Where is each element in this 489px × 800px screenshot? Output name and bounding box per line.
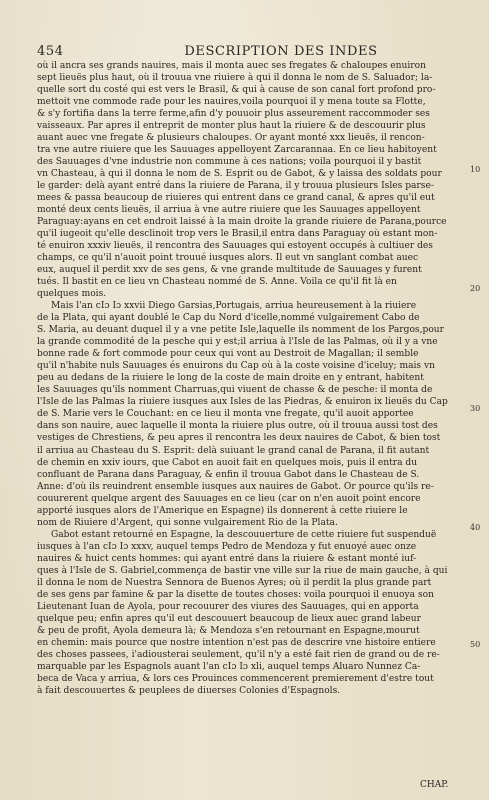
text-line: iusques à l'an cIɔ Iɔ xxxv, auquel temps Pedro de Mendoza y fut enuoyé auec onze xyxy=(37,541,417,552)
text-line: ques à l'Isle de S. Gabriel,commença de bastir vne ville sur la riue de main gauche, à qui xyxy=(37,565,448,576)
text-line: qu'il iugeoit qu'elle desclinoit trop vers le Brasil,il entra dans Paraguay où estant mon- xyxy=(37,229,438,240)
body-text xyxy=(37,60,469,697)
text-line: l'Isle de las Palmas la riuiere iusques aux Isles de las Piedras, & enuiron ix lieuës du Cap xyxy=(37,397,448,408)
text-line: Mais l'an cIɔ Iɔ xxvii Diego Garsias,Portugais, arriua heureusement à la riuiere xyxy=(51,301,417,312)
text-line: Anne: d'où ils reuindrent ensemble iusques aux nauires de Gabot. Or pource qu'ils re- xyxy=(37,481,434,492)
text-line: couurerent quelque argent des Sauuages en ce lieu (car on n'en auoit point encore xyxy=(37,493,421,504)
text-line: vestiges de Chrestiens, & peu apres il rencontra les deux nauires de Cabot, & bien tost xyxy=(37,433,441,444)
text-line: quelle sort du costé qui est vers le Brasil, & qui à cause de son canal fort profond pro- xyxy=(37,85,436,96)
text-line: il arriua au Chasteau du S. Esprit: delà suiuant le grand canal de Parana, il fit autant xyxy=(37,445,430,456)
text-line: quelque peu; enfin apres qu'il eut descouuert beaucoup de lieux auec grand labeur xyxy=(37,613,421,624)
text-line: quelques mois. xyxy=(37,289,107,300)
text-line: Gabot estant retourné en Espagne, la descouuerture de cette riuiere fut suspenduë xyxy=(51,529,437,540)
text-line: apporté iusques alors de l'Amerique en Espagne) ils donnerent à cette riuiere le xyxy=(37,505,408,516)
text-line: à fait descouuertes & peuplees de diuerses Colonies d'Espagnols. xyxy=(37,685,341,696)
catchword: CHAP. xyxy=(420,780,449,790)
text-line: S. Maria, au deuant duquel il y a vne petite Isle,laquelle ils nomment de los Pargos,pour xyxy=(37,325,444,336)
text-line: monté deux cents lieuës, il arriua à vne autre riuiere que les Sauuages appelloyent xyxy=(37,205,421,216)
text-line: de ses gens par famine & par la disette de toutes choses: voila pourquoi il enuoya son xyxy=(37,589,434,600)
margin-line-number: 40 xyxy=(470,523,481,532)
text-line: Lieutenant Iuan de Ayola, pour recouurer des viures des Sauuages, qui en apporta xyxy=(37,601,419,612)
text-line: champs, ce qu'il n'auoit point trouué iusques alors. Il eut vn sanglant combat auec xyxy=(37,253,419,264)
running-header xyxy=(37,44,467,60)
text-line: té enuiron xxxiv lieuës, il rencontra des Sauuages qui estoyent occupés à cultiuer des xyxy=(37,241,433,252)
running-title: DESCRIPTION DES INDES xyxy=(184,44,378,59)
text-line: des choses passees, i'adiousterai seulement, qu'il n'y a esté fait rien de grand ou de re- xyxy=(37,649,440,660)
text-line: auant auec vne fregate & plusieurs chaloupes. Or ayant monté xxx lieuës, il rencon- xyxy=(37,133,425,144)
text-line: qu'il n'habite nuls Sauuages és enuirons du Cap où à la coste voisine d'iceluy; mais vn xyxy=(37,361,435,372)
text-line: nom de Riuiere d'Argent, qui sonne vulgairement Rio de la Plata. xyxy=(37,517,338,528)
text-line: mettoit vne commode rade pour les nauires,voila pourquoi il y mena toute sa Flotte, xyxy=(37,97,426,108)
text-line: mees & passa beaucoup de riuieres qui entrent dans ce grand canal, & apres qu'il eut xyxy=(37,193,435,204)
text-line: bonne rade & fort commode pour ceux qui vont au Destroit de Magallan; il semble xyxy=(37,349,419,360)
text-line: eux, auquel il perdit xxv de ses gens, & vne grande multitude de Sauuages y furent xyxy=(37,265,422,276)
text-line: il donna le nom de Nuestra Sennora de Buenos Ayres; où il perdit la plus grande part xyxy=(37,577,432,588)
text-line: le garder: delà ayant entré dans la riuiere de Parana, il y trouua plusieurs Isles parse- xyxy=(37,181,434,192)
text-line: vaisseaux. Par apres il entreprit de monter plus haut la riuiere & de descouurir plus xyxy=(37,121,426,132)
text-line: de chemin en xxiv iours, que Cabot en auoit fait en quelques mois, puis il entra du xyxy=(37,457,418,468)
text-line: tra vne autre riuiere que les Sauuages appelloyent Zarcarannaa. En ce lieu habitoyent xyxy=(37,145,437,156)
text-line: où il ancra ses grands nauires, mais il monta auec ses fregates & chaloupes enuiron xyxy=(37,61,426,71)
text-line: les Sauuages qu'ils nomment Charruas,qui viuent de chasse & de pesche: il monta de xyxy=(37,385,433,396)
margin-line-number: 10 xyxy=(470,165,481,174)
text-line: Paraguay:ayans en cet endroit laissé à la main droite la grande riuiere de Parana,pource xyxy=(37,217,447,228)
text-line: de S. Marie vers le Couchant: en ce lieu il monta vne fregate, qu'il auoit apportee xyxy=(37,409,414,420)
text-line: beca de Vaca y arriua, & lors ces Prouinces commencerent premierement d'estre tout xyxy=(37,673,434,684)
text-line: en chemin: mais pource que nostre intention n'est pas de descrire vne histoire entiere xyxy=(37,637,436,648)
text-line: de la Plata, qui ayant doublé le Cap du Nord d'icelle,nommé vulgairement Cabo de xyxy=(37,313,420,324)
text-line: tués. Il bastit en ce lieu vn Chasteau nommé de S. Anne. Voila ce qu'il fit là en xyxy=(37,277,397,288)
text-line: vn Chasteau, à qui il donna le nom de S. Esprit ou de Gabot, & y laissa des soldats pour xyxy=(37,169,442,180)
margin-line-number: 50 xyxy=(470,640,481,649)
margin-line-number: 20 xyxy=(470,284,481,293)
text-line: dans son nauire, auec laquelle il monta la riuiere plus outre, où il trouua aussi tost des xyxy=(37,421,438,432)
text-line: & peu de profit, Ayola demeura là; & Mendoza s'en retournant en Espagne,mourut xyxy=(37,625,420,636)
text-line: marquable par les Espagnols auant l'an cIɔ Iɔ xli, auquel temps Aluaro Nunnez Ca- xyxy=(37,661,421,672)
text-line: peu au dedans de la riuiere le long de la coste de main droite en y entrant, habitent xyxy=(37,373,424,384)
text-line: sept lieuës plus haut, où il trouua vne riuiere à qui il donna le nom de S. Saluador; la- xyxy=(37,73,433,84)
text-line: nauires & huict cents hommes: qui ayant entré dans la riuiere & estant monté iuf- xyxy=(37,553,417,564)
page-number: 454 xyxy=(37,44,64,59)
text-line: la grande commodité de la pesche qui y est;il arriua à l'Isle de las Palmas, où il y a vne xyxy=(37,337,438,348)
text-line: confluant de Parana dans Paraguay, & enfin il trouua Gabot dans le Chasteau de S. xyxy=(37,469,420,480)
text-line: & s'y fortifia dans la terre ferme,afin d'y pouuoir plus asseurement raccommoder ses xyxy=(37,109,430,120)
margin-line-number: 30 xyxy=(470,404,481,413)
text-line: des Sauuages d'vne industrie non commune à ces nations; voila pourquoi il y bastit xyxy=(37,157,422,168)
